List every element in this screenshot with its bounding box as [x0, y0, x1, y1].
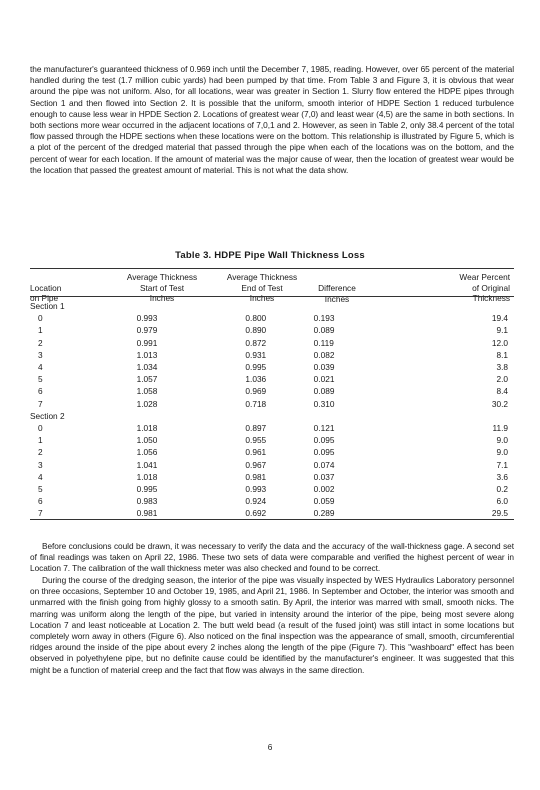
- cell-diff: 0.002: [313, 484, 335, 495]
- cell-end: 0.967: [245, 459, 267, 470]
- table-row: [30, 422, 514, 434]
- cell-wear: 9.0: [496, 447, 508, 458]
- cell-end: 0.961: [245, 447, 267, 458]
- cell-diff: 0.310: [313, 398, 335, 409]
- table-row: [30, 446, 514, 458]
- table-row: [30, 459, 514, 471]
- cell-wear: 29.5: [491, 508, 508, 519]
- header-end-line2: End of Test: [241, 282, 283, 293]
- cell-end: 0.692: [245, 508, 267, 519]
- header-diff-line1: Difference: [318, 283, 356, 293]
- table-row: [30, 495, 514, 507]
- table-row: [30, 373, 514, 385]
- header-end-line3: Inches: [249, 293, 275, 304]
- table-row: [30, 324, 514, 336]
- cell-end: 0.890: [245, 325, 267, 336]
- cell-loc: 4: [38, 471, 43, 482]
- table-header-rule: [30, 296, 514, 297]
- header-location-line1: Location: [30, 282, 62, 293]
- header-end-line1: Average Thickness: [226, 272, 298, 282]
- cell-loc: 0: [38, 313, 43, 324]
- table-body: [30, 300, 514, 520]
- header-location: [30, 272, 61, 304]
- cell-start: 0.993: [136, 313, 158, 324]
- cell-diff: 0.095: [313, 435, 335, 446]
- cell-start: 1.018: [136, 471, 158, 482]
- page-number: 6: [267, 742, 273, 752]
- section-label: Section 1: [30, 301, 65, 311]
- cell-wear: 7.1: [496, 459, 508, 470]
- cell-end: 0.981: [245, 471, 267, 482]
- cell-diff: 0.037: [313, 471, 335, 482]
- cell-loc: 6: [38, 386, 43, 397]
- cell-start: 1.041: [136, 459, 158, 470]
- table-row: [30, 507, 514, 519]
- cell-end: 0.897: [245, 423, 267, 434]
- cell-end: 0.993: [245, 484, 267, 495]
- cell-loc: 3: [38, 459, 43, 470]
- cell-loc: 3: [38, 349, 43, 360]
- cell-loc: 7: [38, 398, 43, 409]
- cell-wear: 30.2: [491, 398, 508, 409]
- table-row: [30, 361, 514, 373]
- cell-wear: 19.4: [491, 313, 508, 324]
- cell-wear: 9.1: [496, 325, 508, 336]
- table-row: [30, 398, 514, 410]
- cell-loc: 0: [38, 423, 43, 434]
- table-bottom-rule: [30, 519, 514, 520]
- cell-loc: 5: [38, 484, 43, 495]
- header-end-thickness: [212, 272, 312, 304]
- header-start-thickness: [112, 272, 212, 304]
- header-diff-line2: Inches: [324, 293, 350, 304]
- header-location-line2: on Pipe: [30, 293, 59, 304]
- cell-end: 1.036: [245, 374, 267, 385]
- table-title: Table 3. HDPE Pipe Wall Thickness Loss: [175, 250, 365, 261]
- inspection-paragraph: During the course of the dredging season, the interior of the pipe was visually inspected by WES Hydraulics Laboratory personnel on three occasions, September 10 and October 19, 1985, and April 21, 1986. In September and October, the interior was smooth and unmarred with the finish going from highly glossy to a smooth satin. By April, the interior was marred with small, smooth nicks. The marring was uniform along the length of the pipe, but varied in intensity around the interior of the pipe, being most severe along Location 7 and least noticeable at Location 2. The butt weld bead (a result of the fused joint) was still intact in some locations but completely worn away in others (Figure 6). Also noticed on the final inspection was the appearance of small, smooth, circumferential ridges around the inside of the pipe about every 2 inches along the length of the pipe (Figure 7). This "washboard" effect has been observed in polyethylene pipe, but no definite cause could be identified by the manufacturer's engineer. It was suggested that this might be a function of material creep and the fact that flow was always in the same direction.: [30, 575, 514, 675]
- cell-start: 0.991: [136, 337, 158, 348]
- cell-end: 0.969: [245, 386, 267, 397]
- cell-start: 0.979: [136, 325, 158, 336]
- thickness-loss-table: [30, 300, 514, 520]
- cell-loc: 7: [38, 508, 43, 519]
- header-start-line1: Average Thickness: [126, 272, 198, 282]
- cell-loc: 2: [38, 447, 43, 458]
- cell-start: 1.034: [136, 362, 158, 373]
- cell-end: 0.718: [245, 398, 267, 409]
- cell-wear: 2.0: [496, 374, 508, 385]
- cell-loc: 2: [38, 337, 43, 348]
- cell-wear: 3.8: [496, 362, 508, 373]
- cell-loc: 1: [38, 325, 43, 336]
- section-label-row: [30, 410, 514, 422]
- cell-loc: 4: [38, 362, 43, 373]
- table-top-rule: [30, 268, 514, 269]
- cell-loc: 5: [38, 374, 43, 385]
- header-wear-line3: Thickness: [472, 293, 510, 304]
- cell-end: 0.931: [245, 349, 267, 360]
- cell-start: 1.018: [136, 423, 158, 434]
- cell-end: 0.995: [245, 362, 267, 373]
- cell-end: 0.955: [245, 435, 267, 446]
- table-row: [30, 312, 514, 324]
- cell-wear: 9.0: [496, 435, 508, 446]
- cell-start: 1.013: [136, 349, 158, 360]
- cell-loc: 1: [38, 435, 43, 446]
- header-start-line2: Start of Test: [139, 282, 185, 293]
- cell-diff: 0.059: [313, 496, 335, 507]
- cell-wear: 3.6: [496, 471, 508, 482]
- cell-wear: 8.1: [496, 349, 508, 360]
- cell-end: 0.872: [245, 337, 267, 348]
- cell-start: 0.983: [136, 496, 158, 507]
- cell-start: 1.028: [136, 398, 158, 409]
- conclusions-paragraph: Before conclusions could be drawn, it was necessary to verify the data and the accuracy of the wall-thickness gage. A second set of final readings was taken on April 22, 1986. These two sets of data were comparable and verified the highest percent of wear in Location 7. The calibration of the wall thickness meter was also checked and found to be correct.: [30, 541, 514, 574]
- cell-start: 1.058: [136, 386, 158, 397]
- cell-diff: 0.089: [313, 386, 335, 397]
- table-row: [30, 349, 514, 361]
- table-row: [30, 385, 514, 397]
- cell-end: 0.800: [245, 313, 267, 324]
- cell-start: 1.050: [136, 435, 158, 446]
- cell-start: 1.057: [136, 374, 158, 385]
- cell-diff: 0.289: [313, 508, 335, 519]
- cell-start: 0.981: [136, 508, 158, 519]
- cell-start: 1.056: [136, 447, 158, 458]
- cell-wear: 0.2: [496, 484, 508, 495]
- table-row: [30, 337, 514, 349]
- table-row: [30, 471, 514, 483]
- cell-diff: 0.119: [313, 337, 334, 348]
- header-wear-line1: Wear Percent: [459, 272, 510, 282]
- cell-wear: 8.4: [496, 386, 508, 397]
- header-start-line3: Inches: [149, 293, 175, 304]
- intro-paragraph: the manufacturer's guaranteed thickness of 0.969 inch until the December 7, 1985, reading. However, over 65 percent of the material handled during the test (1.7 million cubic yards) had been pumped by that time. From Table 3 and Figure 3, it is obvious that wear around the pipe was not uniform. Also, for all locations, wear was greater in Section 1. Slurry flow entered the HDPE pipes through Section 1 and then flowed into Section 2. It is possible that the uniform, smooth interior of HDPE Section 1 reduced turbulence enough to cause less wear in HPDE Section 2. Locations of greatest wear (7,0) and least wear (4,5) are the same in both sections. In both sections more wear occurred in the adjacent locations of 7,0,1 and 2. However, as seen in Table 2, only 38.4 percent of the total flow passed through the HDPE sections when these locations were on the bottom. This relationship is illustrated by Figure 5, which is a plot of the percent of the dredged material that passed through the pipe when each of the locations was on the bottom, and the percent of wear for each location. If the amount of material was the major cause of wear, then the location of greatest wear would be the location that passed the greatest amount of material. This is not what the data show.: [30, 64, 514, 175]
- cell-wear: 6.0: [496, 496, 508, 507]
- cell-end: 0.924: [245, 496, 267, 507]
- section-label: Section 2: [30, 410, 65, 421]
- cell-diff: 0.193: [313, 313, 335, 324]
- cell-diff: 0.082: [313, 349, 335, 360]
- table-row: [30, 483, 514, 495]
- cell-diff: 0.095: [313, 447, 335, 458]
- table-row: [30, 434, 514, 446]
- cell-loc: 6: [38, 496, 43, 507]
- cell-diff: 0.039: [313, 362, 335, 373]
- header-wear-line2: of Original: [472, 282, 510, 293]
- section-label-row: [30, 300, 514, 312]
- cell-start: 0.995: [136, 484, 158, 495]
- header-wear-percent: [390, 272, 510, 304]
- cell-diff: 0.089: [313, 325, 335, 336]
- cell-diff: 0.021: [313, 374, 335, 385]
- cell-wear: 12.0: [491, 337, 508, 348]
- cell-diff: 0.121: [313, 423, 335, 434]
- cell-diff: 0.074: [313, 459, 335, 470]
- cell-wear: 11.9: [492, 423, 508, 434]
